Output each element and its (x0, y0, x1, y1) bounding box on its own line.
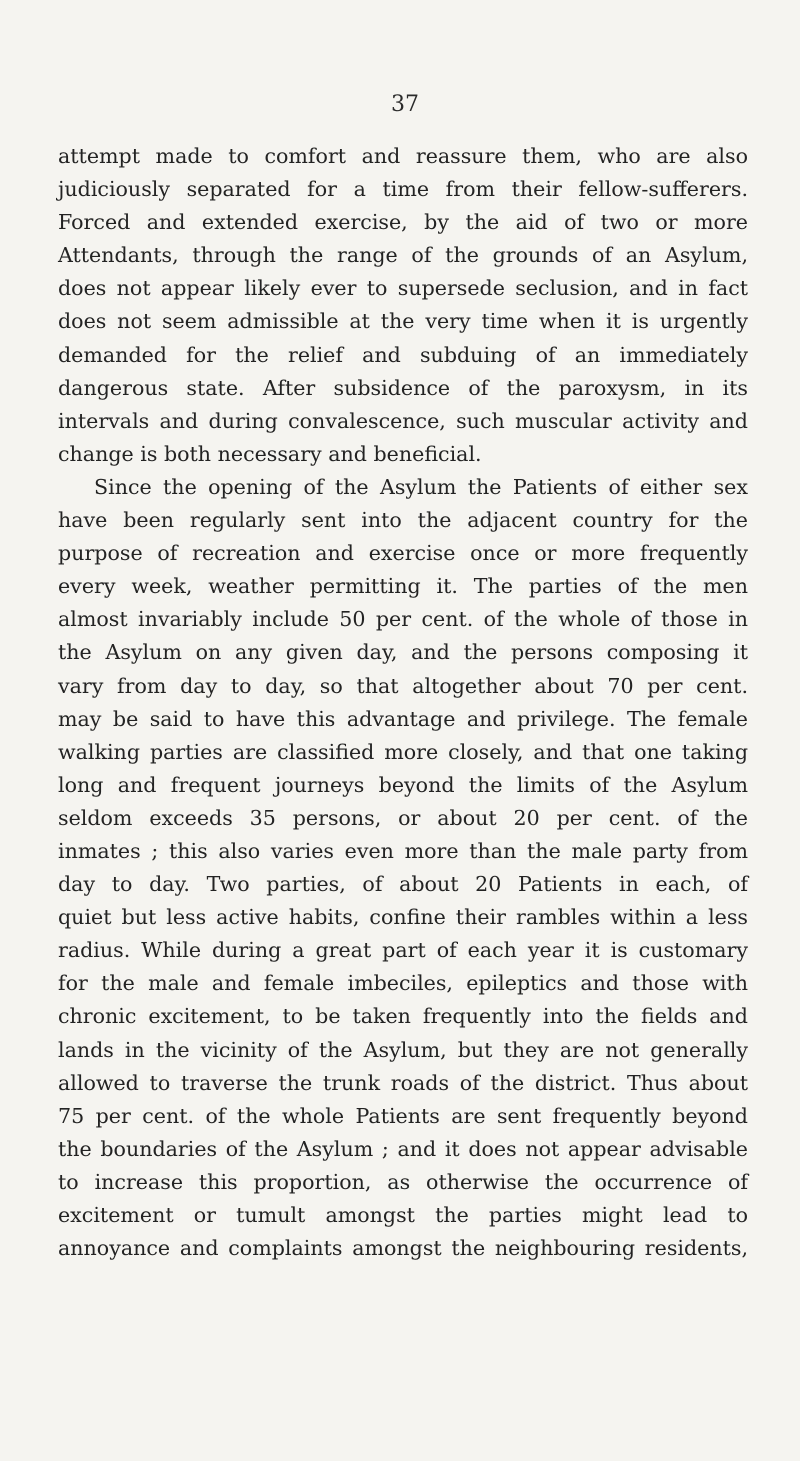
text-line: quiet but less active habits, confine their rambles within a less (58, 905, 748, 930)
text-line: Forced and extended exercise, by the aid of two or more (58, 210, 748, 235)
text-line: chronic excitement, to be taken frequently into the fields and (58, 1004, 748, 1029)
text-line: excitement or tumult amongst the parties might lead to (58, 1203, 748, 1227)
text-line: 75 per cent. of the whole Patients are sent frequently beyond (58, 1103, 748, 1128)
text-line: radius. While during a great part of each year it is customary (58, 938, 748, 963)
text-line: Attendants, through the range of the grounds of an Asylum, (58, 243, 748, 268)
text-line: walking parties are classified more closely, and that one taking (58, 739, 748, 764)
text-line: allowed to traverse the trunk roads of the district. Thus about (58, 1070, 748, 1095)
text-line: change is both necessary and beneficial. (58, 441, 482, 466)
text-line: does not appear likely ever to supersede seclusion, and in fact (58, 276, 748, 301)
text-line: for the male and female imbeciles, epileptics and those with (58, 971, 748, 996)
text-line: demanded for the relief and subduing of an immediately (58, 342, 748, 367)
text-line: the Asylum on any given day, and the persons composing it (58, 640, 748, 665)
text-line: may be said to have this advantage and privilege. The female (58, 706, 748, 731)
text-line: dangerous state. After subsidence of the paroxysm, in its (58, 375, 748, 400)
body-text (58, 140, 748, 1265)
text-line: almost invariably include 50 per cent. of the whole of those in (58, 607, 748, 632)
text-line: attempt made to comfort and reassure them, who are also (58, 144, 748, 168)
text-line: purpose of recreation and exercise once or more frequently (58, 541, 748, 566)
text-line: have been regularly sent into the adjacent country for the (58, 508, 748, 533)
text-line: judiciously separated for a time from their fellow-sufferers. (58, 177, 748, 202)
text-line: every week, weather permitting it. The parties of the men (58, 574, 748, 599)
text-line: Since the opening of the Asylum the Patients of either sex (94, 474, 748, 499)
text-line: day to day. Two parties, of about 20 Patients in each, of (58, 872, 748, 897)
page-number: 37 (391, 92, 419, 117)
text-line: vary from day to day, so that altogether about 70 per cent. (58, 673, 748, 698)
text-line: lands in the vicinity of the Asylum, but they are not generally (58, 1037, 748, 1062)
text-line: to increase this proportion, as otherwise the occurrence of (58, 1169, 748, 1194)
text-line: inmates ; this also varies even more than the male party from (58, 838, 748, 863)
text-line: long and frequent journeys beyond the limits of the Asylum (58, 772, 748, 797)
text-line: seldom exceeds 35 persons, or about 20 per cent. of the (58, 805, 748, 830)
text-line: the boundaries of the Asylum ; and it does not appear advisable (58, 1136, 748, 1161)
text-line: does not seem admissible at the very time when it is urgently (58, 309, 748, 334)
text-line: intervals and during convalescence, such muscular activity and (58, 408, 748, 433)
text-line: annoyance and complaints amongst the neighbouring residents, (58, 1236, 748, 1261)
